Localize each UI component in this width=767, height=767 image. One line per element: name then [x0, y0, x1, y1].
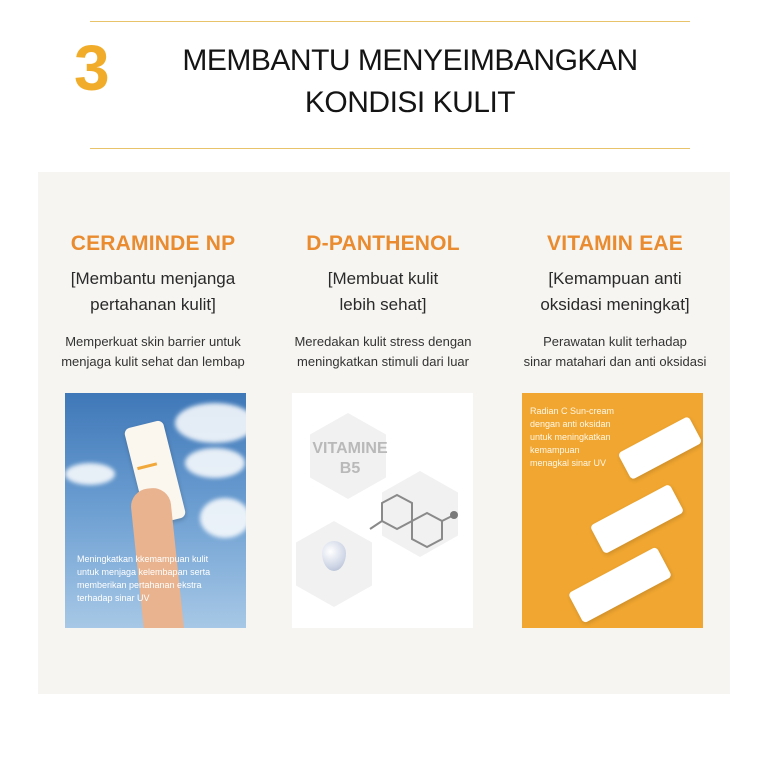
ingredient-title: VITAMIN EAE	[547, 232, 683, 255]
benefit-line-1: [Kemampuan anti	[548, 269, 682, 288]
caption-line: untuk menjaga kelembapan serta	[77, 567, 211, 577]
cloud	[175, 403, 246, 443]
desc-line-1: Perawatan kulit terhadap	[543, 334, 687, 349]
bottom-divider	[90, 148, 690, 149]
top-divider	[90, 21, 690, 22]
section-heading	[150, 40, 670, 124]
ingredients-panel	[38, 172, 730, 694]
ingredient-description	[500, 332, 730, 376]
vitamin-name: VITAMINE	[312, 440, 388, 457]
benefit-line-1: [Membuat kulit	[327, 269, 439, 288]
ingredient-benefit	[268, 266, 498, 322]
benefit-line-2: oksidasi meningkat]	[540, 295, 690, 314]
desc-line-2: sinar matahari dan anti oksidasi	[523, 354, 707, 369]
sunscreen-tube	[590, 484, 684, 555]
desc-line-1: Meredakan kulit stress dengan	[294, 334, 472, 349]
sky-product-photo	[65, 393, 246, 628]
photo-caption	[77, 553, 242, 605]
ingredient-description	[268, 332, 498, 376]
ingredient-description	[38, 332, 268, 376]
caption-line: menagkal sinar UV	[530, 458, 607, 468]
benefit-line-1: [Membantu menjanga	[70, 269, 236, 288]
cloud	[185, 448, 245, 478]
sunscreen-tube	[568, 547, 672, 624]
benefit-line-2: lebih sehat]	[339, 295, 427, 314]
ingredient-panthenol	[268, 172, 498, 376]
heading-line-1: MEMBANTU MENYEIMBANGKAN	[182, 44, 638, 77]
ingredient-title: CERAMINDE NP	[70, 232, 236, 255]
cloud	[65, 463, 115, 485]
caption-line: memberikan pertahanan ekstra	[77, 580, 202, 590]
desc-line-2: menjaga kulit sehat dan lembap	[61, 354, 245, 369]
ingredient-benefit	[38, 266, 268, 322]
molecule-icon	[362, 493, 462, 563]
heading-line-2: KONDISI KULIT	[304, 86, 516, 119]
ingredient-ceramide	[38, 172, 268, 376]
vitamin-code: B5	[339, 460, 361, 477]
sun-cream-photo	[522, 393, 703, 628]
vitamin-b5-graphic	[292, 393, 473, 628]
caption-line: Radian C Sun-cream	[530, 406, 615, 416]
desc-line-2: meningkatkan stimuli dari luar	[297, 354, 469, 369]
caption-line: untuk meningkatkan	[530, 432, 611, 442]
cloud	[200, 498, 246, 538]
ingredient-title: D-PANTHENOL	[306, 232, 460, 255]
caption-line: terhadap sinar UV	[77, 593, 150, 603]
desc-line-1: Memperkuat skin barrier untuk	[65, 334, 241, 349]
benefit-line-2: pertahanan kulit]	[90, 295, 216, 314]
ingredient-benefit	[500, 266, 730, 322]
vitamin-label	[310, 439, 390, 479]
caption-line: Meningkatkan kkemampuan kulit	[77, 554, 209, 564]
step-number: 3	[74, 32, 110, 104]
ingredient-vitamin	[500, 172, 730, 376]
caption-line: dengan anti oksidan	[530, 419, 611, 429]
caption-line: kemampuan	[530, 445, 580, 455]
